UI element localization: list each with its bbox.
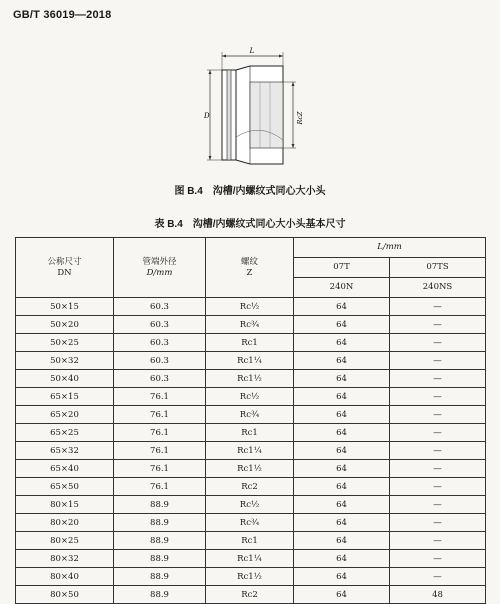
- cell-l2: —: [390, 514, 486, 532]
- table-row: [16, 352, 486, 370]
- cell-z: Rc¾: [206, 514, 294, 532]
- cell-z: Rc1½: [206, 370, 294, 388]
- cell-l2: —: [390, 442, 486, 460]
- table-row: [16, 460, 486, 478]
- cell-l1: 64: [294, 370, 390, 388]
- cell-dn: 80×25: [16, 532, 114, 550]
- cell-z: Rc¾: [206, 406, 294, 424]
- header-07TS: 07TS: [390, 258, 486, 278]
- cell-d: 88.9: [114, 568, 206, 586]
- cell-l2: —: [390, 406, 486, 424]
- cell-z: Rc1½: [206, 568, 294, 586]
- cell-dn: 80×50: [16, 586, 114, 604]
- table-row: [16, 406, 486, 424]
- header-outer-diameter: 管端外径 D/mm: [114, 238, 206, 298]
- cell-l1: 64: [294, 550, 390, 568]
- cell-dn: 65×15: [16, 388, 114, 406]
- cell-dn: 65×32: [16, 442, 114, 460]
- cell-d: 76.1: [114, 478, 206, 496]
- table-row: [16, 334, 486, 352]
- cell-l1: 64: [294, 496, 390, 514]
- header-L-group: L/mm: [294, 238, 486, 258]
- cell-l1: 64: [294, 334, 390, 352]
- cell-l2: —: [390, 568, 486, 586]
- cell-l2: 48: [390, 586, 486, 604]
- table-row: [16, 514, 486, 532]
- cell-dn: 80×20: [16, 514, 114, 532]
- cell-d: 60.3: [114, 352, 206, 370]
- table-row: [16, 298, 486, 316]
- cell-z: Rc1¼: [206, 550, 294, 568]
- dimensions-table: [15, 237, 486, 604]
- cell-l1: 64: [294, 424, 390, 442]
- figure-caption: 图 B.4 沟槽/内螺纹式同心大小头: [174, 186, 326, 197]
- cell-d: 60.3: [114, 334, 206, 352]
- table-caption: 表 B.4 沟槽/内螺纹式同心大小头基本尺寸: [154, 219, 346, 230]
- table-row: [16, 316, 486, 334]
- dim-RcZ-label: RcZ: [296, 111, 304, 125]
- header-240NS: 240NS: [390, 278, 486, 298]
- cell-d: 76.1: [114, 388, 206, 406]
- table-row: [16, 424, 486, 442]
- cell-l2: —: [390, 496, 486, 514]
- header-thread: 螺纹 Z: [206, 238, 294, 298]
- cell-d: 88.9: [114, 514, 206, 532]
- table-row: [16, 568, 486, 586]
- cell-dn: 50×40: [16, 370, 114, 388]
- cell-l2: —: [390, 388, 486, 406]
- cell-l1: 64: [294, 514, 390, 532]
- table-row: [16, 586, 486, 604]
- cell-l1: 64: [294, 352, 390, 370]
- header-nominal-size: 公称尺寸 DN: [16, 238, 114, 298]
- cell-d: 76.1: [114, 406, 206, 424]
- table-row: [16, 478, 486, 496]
- cell-d: 60.3: [114, 316, 206, 334]
- cell-l2: —: [390, 478, 486, 496]
- cell-z: Rc1½: [206, 460, 294, 478]
- header-240N: 240N: [294, 278, 390, 298]
- cell-l1: 64: [294, 460, 390, 478]
- cell-d: 88.9: [114, 496, 206, 514]
- cell-z: Rc1: [206, 424, 294, 442]
- cell-dn: 50×32: [16, 352, 114, 370]
- cell-dn: 65×25: [16, 424, 114, 442]
- reducer-drawing: [190, 42, 310, 172]
- cell-z: Rc¾: [206, 316, 294, 334]
- cell-d: 76.1: [114, 460, 206, 478]
- cell-d: 60.3: [114, 298, 206, 316]
- cell-dn: 65×40: [16, 460, 114, 478]
- cell-dn: 65×20: [16, 406, 114, 424]
- cell-dn: 50×15: [16, 298, 114, 316]
- cell-l2: —: [390, 298, 486, 316]
- cell-d: 88.9: [114, 586, 206, 604]
- cell-dn: 80×15: [16, 496, 114, 514]
- cell-z: Rc1¼: [206, 442, 294, 460]
- cell-d: 76.1: [114, 442, 206, 460]
- cell-l1: 64: [294, 586, 390, 604]
- cell-l2: —: [390, 550, 486, 568]
- cell-l1: 64: [294, 388, 390, 406]
- cell-z: Rc1: [206, 334, 294, 352]
- cell-z: Rc½: [206, 298, 294, 316]
- table-header-row-1: [16, 238, 486, 258]
- cell-l2: —: [390, 334, 486, 352]
- cell-dn: 50×25: [16, 334, 114, 352]
- cell-dn: 80×40: [16, 568, 114, 586]
- table-row: [16, 496, 486, 514]
- cell-l1: 64: [294, 406, 390, 424]
- cell-z: Rc½: [206, 496, 294, 514]
- cell-dn: 80×32: [16, 550, 114, 568]
- cell-d: 76.1: [114, 424, 206, 442]
- cell-l2: —: [390, 352, 486, 370]
- cell-l1: 64: [294, 532, 390, 550]
- dim-D-label: D: [204, 112, 210, 120]
- standard-number: GB/T 36019—2018: [13, 9, 112, 21]
- cell-d: 88.9: [114, 550, 206, 568]
- dim-L-label: L: [249, 47, 255, 55]
- table-row: [16, 370, 486, 388]
- cell-l1: 64: [294, 568, 390, 586]
- header-07T: 07T: [294, 258, 390, 278]
- table-row: [16, 388, 486, 406]
- cell-d: 60.3: [114, 370, 206, 388]
- cell-l2: —: [390, 460, 486, 478]
- cell-l1: 64: [294, 442, 390, 460]
- cell-l1: 64: [294, 478, 390, 496]
- cell-dn: 50×20: [16, 316, 114, 334]
- cell-l2: —: [390, 532, 486, 550]
- cell-z: Rc1: [206, 532, 294, 550]
- cell-z: Rc½: [206, 388, 294, 406]
- table-row: [16, 442, 486, 460]
- cell-z: Rc2: [206, 586, 294, 604]
- table-row: [16, 532, 486, 550]
- table-row: [16, 550, 486, 568]
- cell-l1: 64: [294, 316, 390, 334]
- cell-l2: —: [390, 370, 486, 388]
- cell-l2: —: [390, 316, 486, 334]
- cell-l2: —: [390, 424, 486, 442]
- cell-z: Rc1¼: [206, 352, 294, 370]
- cell-l1: 64: [294, 298, 390, 316]
- cell-dn: 65×50: [16, 478, 114, 496]
- cell-d: 88.9: [114, 532, 206, 550]
- cell-z: Rc2: [206, 478, 294, 496]
